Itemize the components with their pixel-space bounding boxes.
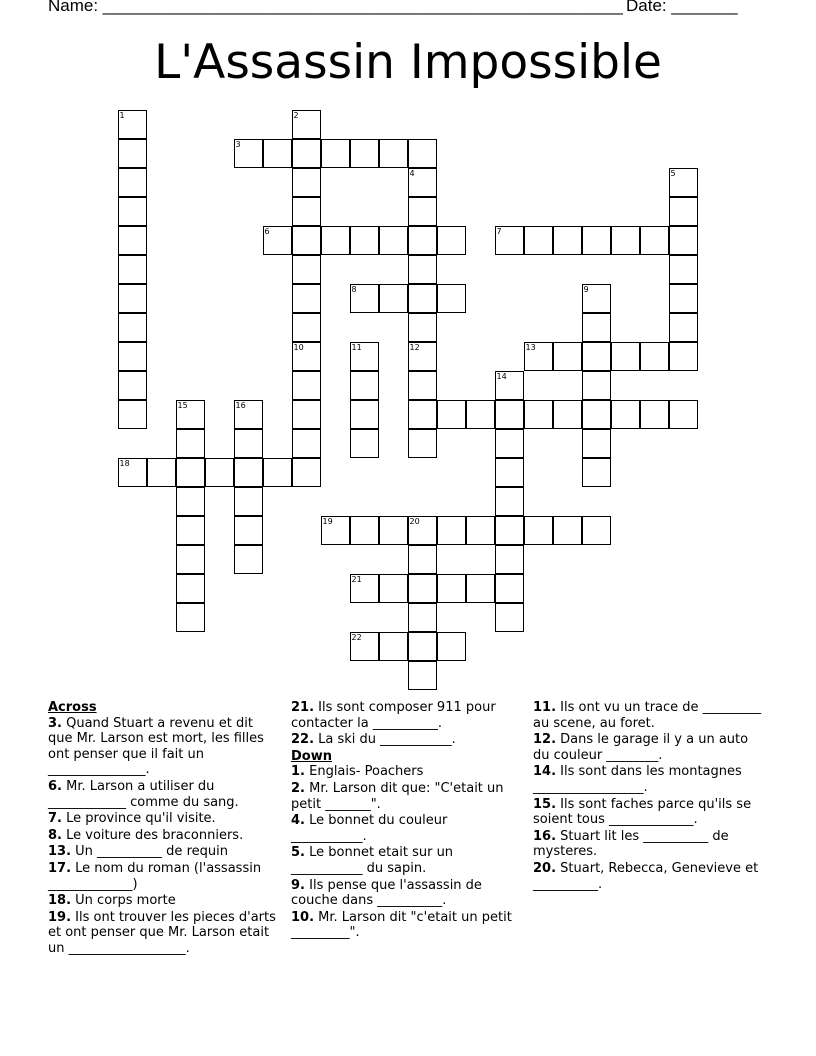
clue-number: 21 [351,574,362,584]
grid-cell[interactable] [350,632,379,661]
clue-item [291,732,523,748]
grid-cell[interactable] [118,458,147,487]
down-clue-list [291,764,523,941]
grid-cell[interactable] [321,139,350,168]
grid-cell[interactable] [495,545,524,574]
grid-cell[interactable] [176,574,205,603]
grid-cell[interactable] [582,226,611,255]
clue-text: Le bonnet du couleur ___________. [291,813,448,844]
grid-cell[interactable] [466,400,495,429]
grid-cell[interactable] [611,342,640,371]
grid-cell[interactable] [350,342,379,371]
grid-cell[interactable] [176,487,205,516]
clue-item [533,732,768,763]
grid-cell[interactable] [350,226,379,255]
grid-cell[interactable] [611,400,640,429]
grid-cell[interactable] [495,458,524,487]
grid-cell[interactable] [118,197,147,226]
grid-cell[interactable] [524,226,553,255]
grid-cell[interactable] [263,458,292,487]
grid-cell[interactable] [350,400,379,429]
clue-number: 20 [409,516,420,526]
clue-text: Ils sont faches parce qu'ils se soient tous _____________. [533,796,752,828]
grid-cell[interactable] [553,342,582,371]
grid-cell[interactable] [553,400,582,429]
across-clue-list-continued [291,700,523,748]
clue-number: 13 [525,342,536,352]
grid-cell[interactable] [263,226,292,255]
clue-number: 1. [291,764,305,780]
grid-cell[interactable] [408,371,437,400]
clue-number: 3 [235,139,241,149]
grid-cell[interactable] [118,400,147,429]
clue-number: 9. [291,877,305,893]
grid-cell[interactable] [495,487,524,516]
grid-cell[interactable] [495,574,524,603]
clue-number: 12. [533,732,557,748]
grid-cell[interactable] [147,458,176,487]
grid-cell[interactable] [118,168,147,197]
clue-number: 3. [48,715,62,731]
grid-cell[interactable] [408,429,437,458]
grid-cell[interactable] [408,516,437,545]
grid-cell[interactable] [495,516,524,545]
grid-cell[interactable] [379,284,408,313]
grid-cell[interactable] [408,661,437,690]
clue-item [291,700,523,731]
grid-cell[interactable] [582,400,611,429]
grid-cell[interactable] [118,371,147,400]
grid-cell[interactable] [263,139,292,168]
clue-item [533,861,768,892]
grid-cell[interactable] [466,516,495,545]
clue-number: 16 [235,400,246,410]
clue-text: Ils pense que l'assassin de couche dans __________. [291,877,482,909]
grid-cell[interactable] [669,342,698,371]
grid-cell[interactable] [611,226,640,255]
grid-cell[interactable] [176,400,205,429]
clue-number: 2. [291,780,305,796]
grid-cell[interactable] [582,516,611,545]
clue-number: 5 [670,168,676,178]
clue-item [291,764,523,780]
grid-cell[interactable] [582,313,611,342]
clue-item [48,861,280,892]
grid-cell[interactable] [118,139,147,168]
grid-cell[interactable] [118,284,147,313]
grid-cell[interactable] [408,603,437,632]
grid-cell[interactable] [350,284,379,313]
date-field-label: Date: _______ [626,0,738,15]
grid-cell[interactable] [292,458,321,487]
across-heading: Across [48,700,97,715]
clue-text: Mr. Larson dit que: "C'etait un petit _______". [291,780,504,812]
clue-item [291,781,523,812]
grid-cell[interactable] [437,226,466,255]
clue-number: 12 [409,342,420,352]
clue-number: 10. [291,909,315,925]
grid-cell[interactable] [437,516,466,545]
grid-cell[interactable] [640,400,669,429]
grid-cell[interactable] [408,197,437,226]
grid-cell[interactable] [176,516,205,545]
clue-column-3 [533,700,768,893]
grid-cell[interactable] [292,168,321,197]
grid-cell[interactable] [640,342,669,371]
grid-cell[interactable] [669,313,698,342]
grid-cell[interactable] [292,110,321,139]
grid-cell[interactable] [408,284,437,313]
clue-item [48,828,280,844]
grid-cell[interactable] [321,516,350,545]
grid-cell[interactable] [582,371,611,400]
grid-cell[interactable] [292,197,321,226]
clue-item [533,764,768,795]
grid-cell[interactable] [176,545,205,574]
clue-text: Ils sont dans les montagnes _________________. [533,764,742,795]
clue-text: Mr. Larson dit "c'etait un petit _________". [291,909,512,941]
grid-cell[interactable] [553,516,582,545]
clue-text: Ils sont composer 911 pour contacter la __________. [291,700,496,731]
grid-cell[interactable] [495,429,524,458]
grid-cell[interactable] [379,574,408,603]
grid-cell[interactable] [379,516,408,545]
clue-text: Le nom du roman (l'assassin _____________) [48,860,262,892]
clue-number: 19 [322,516,333,526]
clue-number: 7 [496,226,502,236]
grid-cell[interactable] [234,458,263,487]
grid-cell[interactable] [234,487,263,516]
grid-cell[interactable] [408,632,437,661]
grid-cell[interactable] [118,255,147,284]
grid-cell[interactable] [669,400,698,429]
clue-number: 16. [533,828,557,844]
clue-text: La ski du ___________. [314,732,456,748]
clue-column-1 [48,700,280,958]
clue-text: Un corps morte [71,893,176,909]
clue-number: 11 [351,342,362,352]
clue-item [533,797,768,828]
grid-cell[interactable] [582,458,611,487]
grid-cell[interactable] [437,574,466,603]
clue-number: 22 [351,632,362,642]
clue-text: Englais- Poachers [304,764,424,780]
grid-cell[interactable] [321,226,350,255]
grid-cell[interactable] [379,632,408,661]
clue-text: Le voiture des braconniers. [61,827,244,843]
page-title: L'Assassin Impossible [154,35,662,90]
grid-cell[interactable] [408,342,437,371]
clue-number: 4. [291,813,305,829]
clue-number: 8 [351,284,357,294]
across-clue-list [48,716,280,957]
clue-number: 8. [48,827,62,843]
grid-cell[interactable] [176,458,205,487]
clue-number: 9 [583,284,589,294]
clue-number: 11. [533,700,557,715]
grid-cell[interactable] [582,284,611,313]
clue-item [291,878,523,909]
grid-cell[interactable] [408,255,437,284]
grid-cell[interactable] [524,400,553,429]
grid-cell[interactable] [234,139,263,168]
clue-number: 19. [48,909,72,925]
clue-text: Ils ont vu un trace de _________ au scene, au foret. [533,700,762,731]
grid-cell[interactable] [118,226,147,255]
clue-text: Ils ont trouver les pieces d'arts et ont penser que Mr. Larson etait un __________________. [48,909,276,956]
grid-cell[interactable] [176,603,205,632]
grid-cell[interactable] [292,284,321,313]
clue-item [48,844,280,860]
grid-cell[interactable] [176,429,205,458]
clue-text: Le province qu'il visite. [61,811,216,827]
clue-number: 18 [119,458,130,468]
grid-cell[interactable] [524,516,553,545]
grid-cell[interactable] [669,255,698,284]
grid-cell[interactable] [118,342,147,371]
clue-number: 20. [533,860,557,876]
clue-item [291,845,523,876]
clue-item [533,829,768,860]
grid-cell[interactable] [292,313,321,342]
grid-cell[interactable] [669,226,698,255]
clue-number: 15 [177,400,188,410]
grid-cell[interactable] [408,545,437,574]
grid-cell[interactable] [350,516,379,545]
grid-cell[interactable] [234,400,263,429]
clue-number: 22. [291,732,315,748]
grid-cell[interactable] [669,168,698,197]
grid-cell[interactable] [118,110,147,139]
grid-cell[interactable] [350,139,379,168]
clue-text: Stuart, Rebecca, Genevieve et __________. [533,860,759,892]
down-clue-list-continued [533,700,768,892]
grid-cell[interactable] [292,429,321,458]
grid-cell[interactable] [234,516,263,545]
grid-cell[interactable] [582,429,611,458]
clue-item [533,700,768,731]
clue-number: 4 [409,168,415,178]
grid-cell[interactable] [350,574,379,603]
grid-cell[interactable] [553,226,582,255]
grid-cell[interactable] [205,458,234,487]
clue-number: 6 [264,226,270,236]
clue-number: 13. [48,844,72,860]
clue-number: 21. [291,700,315,715]
grid-cell[interactable] [350,371,379,400]
clue-item [48,910,280,957]
grid-cell[interactable] [292,400,321,429]
grid-cell[interactable] [379,139,408,168]
grid-cell[interactable] [408,574,437,603]
grid-cell[interactable] [669,197,698,226]
grid-cell[interactable] [379,226,408,255]
grid-cell[interactable] [292,342,321,371]
clue-item [48,893,280,909]
clue-column-2 [291,700,523,942]
grid-cell[interactable] [408,313,437,342]
clue-number: 17. [48,860,72,876]
grid-cell[interactable] [408,400,437,429]
clue-number: 2 [293,110,299,120]
grid-cell[interactable] [495,400,524,429]
grid-cell[interactable] [292,255,321,284]
grid-cell[interactable] [495,603,524,632]
grid-cell[interactable] [466,574,495,603]
clue-text: Stuart lit les __________ de mysteres. [533,828,729,860]
clue-number: 1 [119,110,125,120]
clue-number: 14 [496,371,507,381]
clue-text: Dans le garage il y a un auto du couleur ________. [533,732,749,763]
clue-number: 5. [291,845,305,861]
clue-text: Mr. Larson a utiliser du ____________ comme du sang. [48,778,239,810]
grid-cell[interactable] [292,371,321,400]
grid-cell[interactable] [582,342,611,371]
grid-cell[interactable] [118,313,147,342]
down-heading: Down [291,748,332,764]
clue-number: 14. [533,764,557,780]
grid-cell[interactable] [640,226,669,255]
grid-cell[interactable] [408,226,437,255]
grid-cell[interactable] [292,226,321,255]
grid-cell[interactable] [437,632,466,661]
clue-item [48,811,280,827]
grid-cell[interactable] [408,139,437,168]
grid-cell[interactable] [437,400,466,429]
clue-item [48,779,280,810]
grid-cell[interactable] [292,139,321,168]
clue-number: 15. [533,796,557,812]
grid-cell[interactable] [408,168,437,197]
clue-number: 7. [48,811,62,827]
clue-item [291,813,523,844]
grid-cell[interactable] [495,371,524,400]
grid-cell[interactable] [234,429,263,458]
grid-cell[interactable] [350,429,379,458]
clue-text: Quand Stuart a revenu et dit que Mr. Larson est mort, les filles ont penser que il fait un _______________. [48,715,264,778]
clue-item [48,716,280,778]
clue-number: 10 [293,342,304,352]
clue-text: Le bonnet etait sur un ___________ du sapin. [291,845,454,876]
grid-cell[interactable] [495,226,524,255]
grid-cell[interactable] [234,545,263,574]
clue-number: 6. [48,778,62,794]
grid-cell[interactable] [524,342,553,371]
clue-item [291,910,523,941]
grid-cell[interactable] [437,284,466,313]
grid-cell[interactable] [669,284,698,313]
clue-text: Un __________ de requin [71,844,228,860]
clue-number: 18. [48,893,72,909]
name-field-label: Name: _______________________________________________________ [48,0,623,15]
